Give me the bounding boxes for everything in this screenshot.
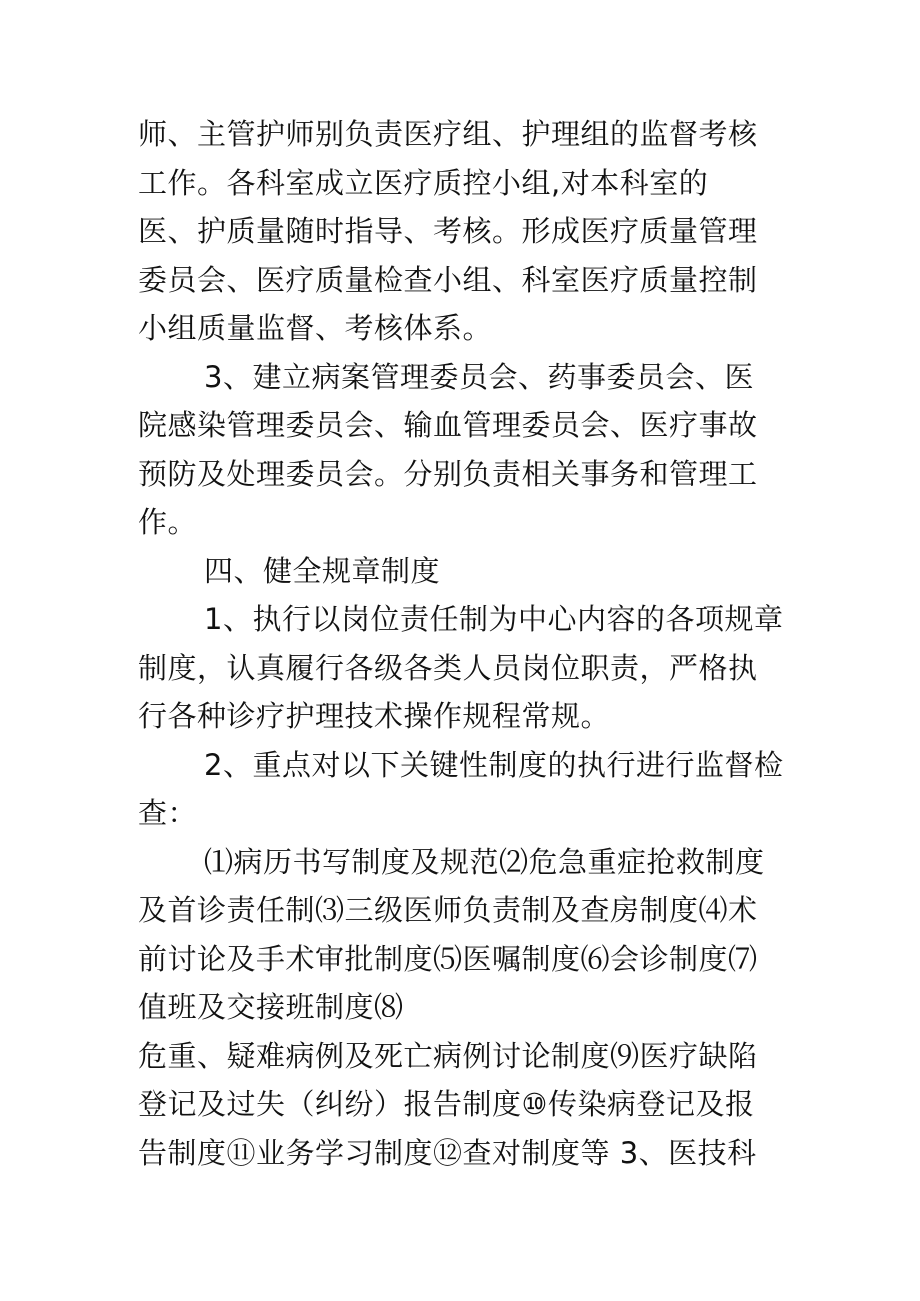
text-line-6: 3、建立病案管理委员会、药事委员会、医 [204,359,754,394]
text-line-13: 行各种诊疗护理技术操作规程常规。 [138,699,611,733]
text-line-21: 登记及过失（纠纷）报告制度⑩传染病登记及报 [138,1087,755,1121]
text-line-17: 及首诊责任制⑶三级医师负责制及查房制度⑷术 [138,893,758,927]
text-line-3: 医、护质量随时指导、考核。形成医疗质量管理 [138,214,758,248]
text-line-7: 院感染管理委员会、输血管理委员会、医疗事故 [138,408,758,442]
text-line-2: 工作。各科室成立医疗质控小组,对本科室的 [138,165,709,200]
text-line-8: 预防及处理委员会。分别负责相关事务和管理工 [138,456,758,491]
text-line-11: 1、执行以岗位责任制为中心内容的各项规章 [204,602,784,636]
text-line-14: 2、重点对以下关键性制度的执行进行监督检 [204,747,784,782]
document-body [138,110,798,1177]
text-line-12: 制度，认真履行各级各类人员岗位职责，严格执 [138,650,758,685]
text-line-4: 委员会、医疗质量检查小组、科室医疗质量控制 [138,262,758,297]
text-line-15: 查： [138,796,198,830]
text-line-22: 告制度⑪业务学习制度⑫查对制度等 3、医技科 [138,1135,757,1170]
text-line-16: ⑴病历书写制度及规范⑵危急重症抢救制度 [204,844,765,879]
section-heading: 四、健全规章制度 [204,553,441,588]
text-line-5: 小组质量监督、考核体系。 [138,311,493,345]
text-line-19: 值班及交接班制度⑻ [138,990,404,1024]
text-line-20: 危重、疑难病例及死亡病例讨论制度⑼医疗缺陷 [138,1038,758,1073]
text-line-18: 前讨论及手术审批制度⑸医嘱制度⑹会诊制度⑺ [138,941,758,976]
text-line-9: 作。 [138,505,198,539]
text-line-1: 师、主管护师别负责医疗组、护理组的监督考核 [138,117,758,151]
